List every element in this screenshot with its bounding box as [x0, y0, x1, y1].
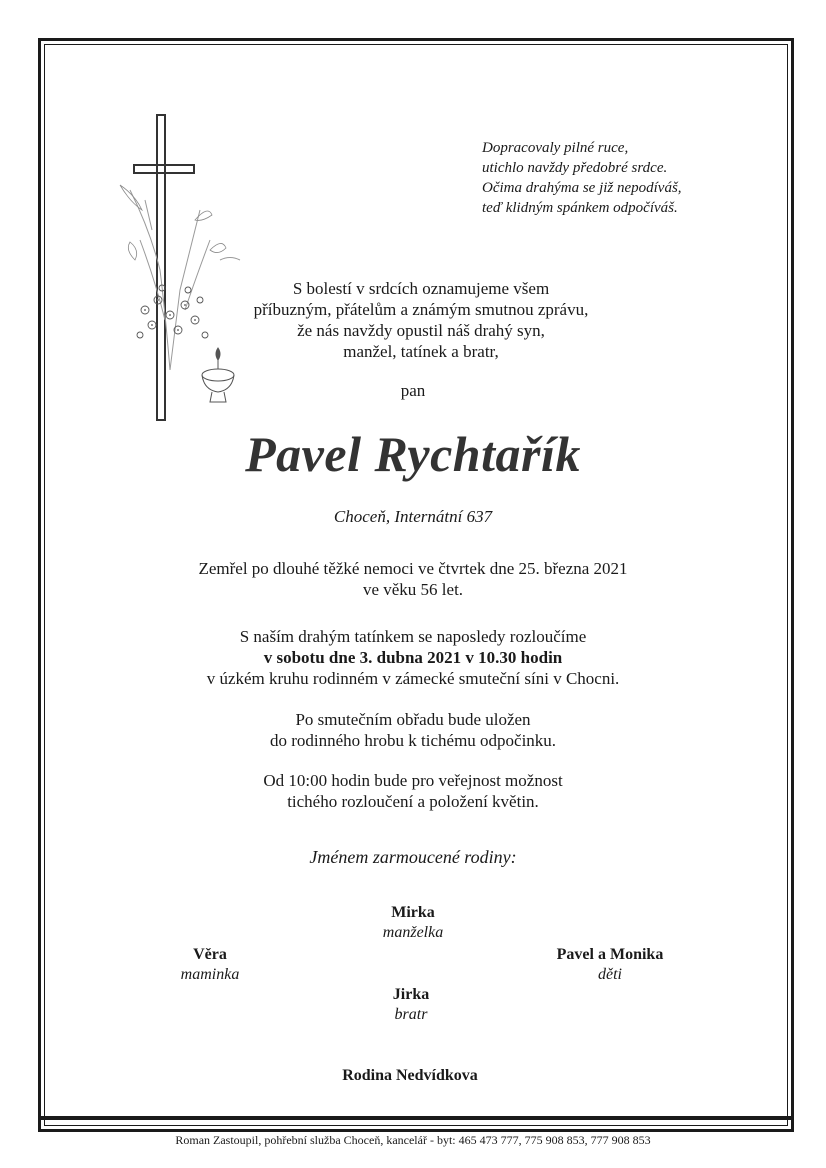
death-notice-line: ve věku 56 let.	[362, 580, 464, 599]
farewell-notice	[0, 626, 826, 689]
poem-line: Dopracovaly pilné ruce,	[482, 140, 629, 156]
mourner-name: Věra	[193, 946, 227, 963]
farewell-line: v úzkém kruhu rodinném v zámecké smuteční síni v Chocni.	[206, 669, 620, 688]
mourner-role: děti	[598, 966, 622, 983]
title-word: pan	[400, 381, 426, 400]
cross-flowers-icon	[100, 110, 260, 425]
farewell-line: S naším drahým tatínkem se naposledy rozloučíme	[239, 627, 587, 646]
mourner-mother	[110, 945, 310, 985]
mourner-role: manželka	[382, 924, 444, 941]
mourner-name: Mirka	[391, 904, 435, 921]
death-notice-line: Zemřel po dlouhé těžké nemoci ve čtvrtek dne 25. března 2021	[198, 559, 628, 578]
mourner-name: Pavel a Monika	[556, 946, 664, 963]
burial-notice	[0, 709, 826, 751]
intro-line: S bolestí v srdcích oznamujeme všem	[292, 279, 550, 298]
mourner-wife	[313, 903, 513, 943]
footer: Roman Zastoupil, pohřební služba Choceň, kancelář - byt: 465 473 777, 775 908 853, 777 908 853	[175, 1133, 651, 1147]
death-notice	[0, 558, 826, 600]
deceased-name: Pavel Rychtařík	[245, 426, 581, 482]
farewell-date: v sobotu dne 3. dubna 2021 v 10.30 hodin	[263, 648, 563, 667]
intro-line: příbuzným, přátelům a známým smutnou zprávu,	[253, 300, 589, 319]
mourner-name: Jirka	[392, 986, 430, 1003]
address: Choceň, Internátní 637	[333, 507, 493, 526]
public-info	[0, 770, 826, 812]
intro-line: že nás navždy opustil náš drahý syn,	[297, 321, 545, 340]
mourner-brother	[311, 985, 511, 1025]
mourner-role: maminka	[180, 966, 240, 983]
mourner-role: bratr	[394, 1006, 428, 1023]
poem-line: utichlo navždy předobré srdce.	[482, 160, 668, 176]
burial-line: Po smutečním obřadu bude uložen	[295, 710, 531, 729]
mourner-children	[510, 945, 710, 985]
burial-line: do rodinného hrobu k tichému odpočinku.	[269, 731, 557, 750]
signoff: Jménem zarmoucené rodiny:	[309, 847, 517, 867]
intro-line: manžel, tatínek a bratr,	[343, 342, 499, 361]
bottom-border	[38, 1116, 794, 1120]
public-info-line: tichého rozloučení a položení květin.	[287, 792, 539, 811]
intro-text	[8, 278, 826, 362]
public-info-line: Od 10:00 hodin bude pro veřejnost možnost	[263, 771, 563, 790]
poem-line: Očima drahýma se již nepodíváš,	[482, 180, 682, 196]
poem-line: teď klidným spánkem odpočíváš.	[482, 200, 678, 216]
extended-family: Rodina Nedvídkova	[342, 1067, 478, 1084]
poem	[482, 138, 772, 218]
